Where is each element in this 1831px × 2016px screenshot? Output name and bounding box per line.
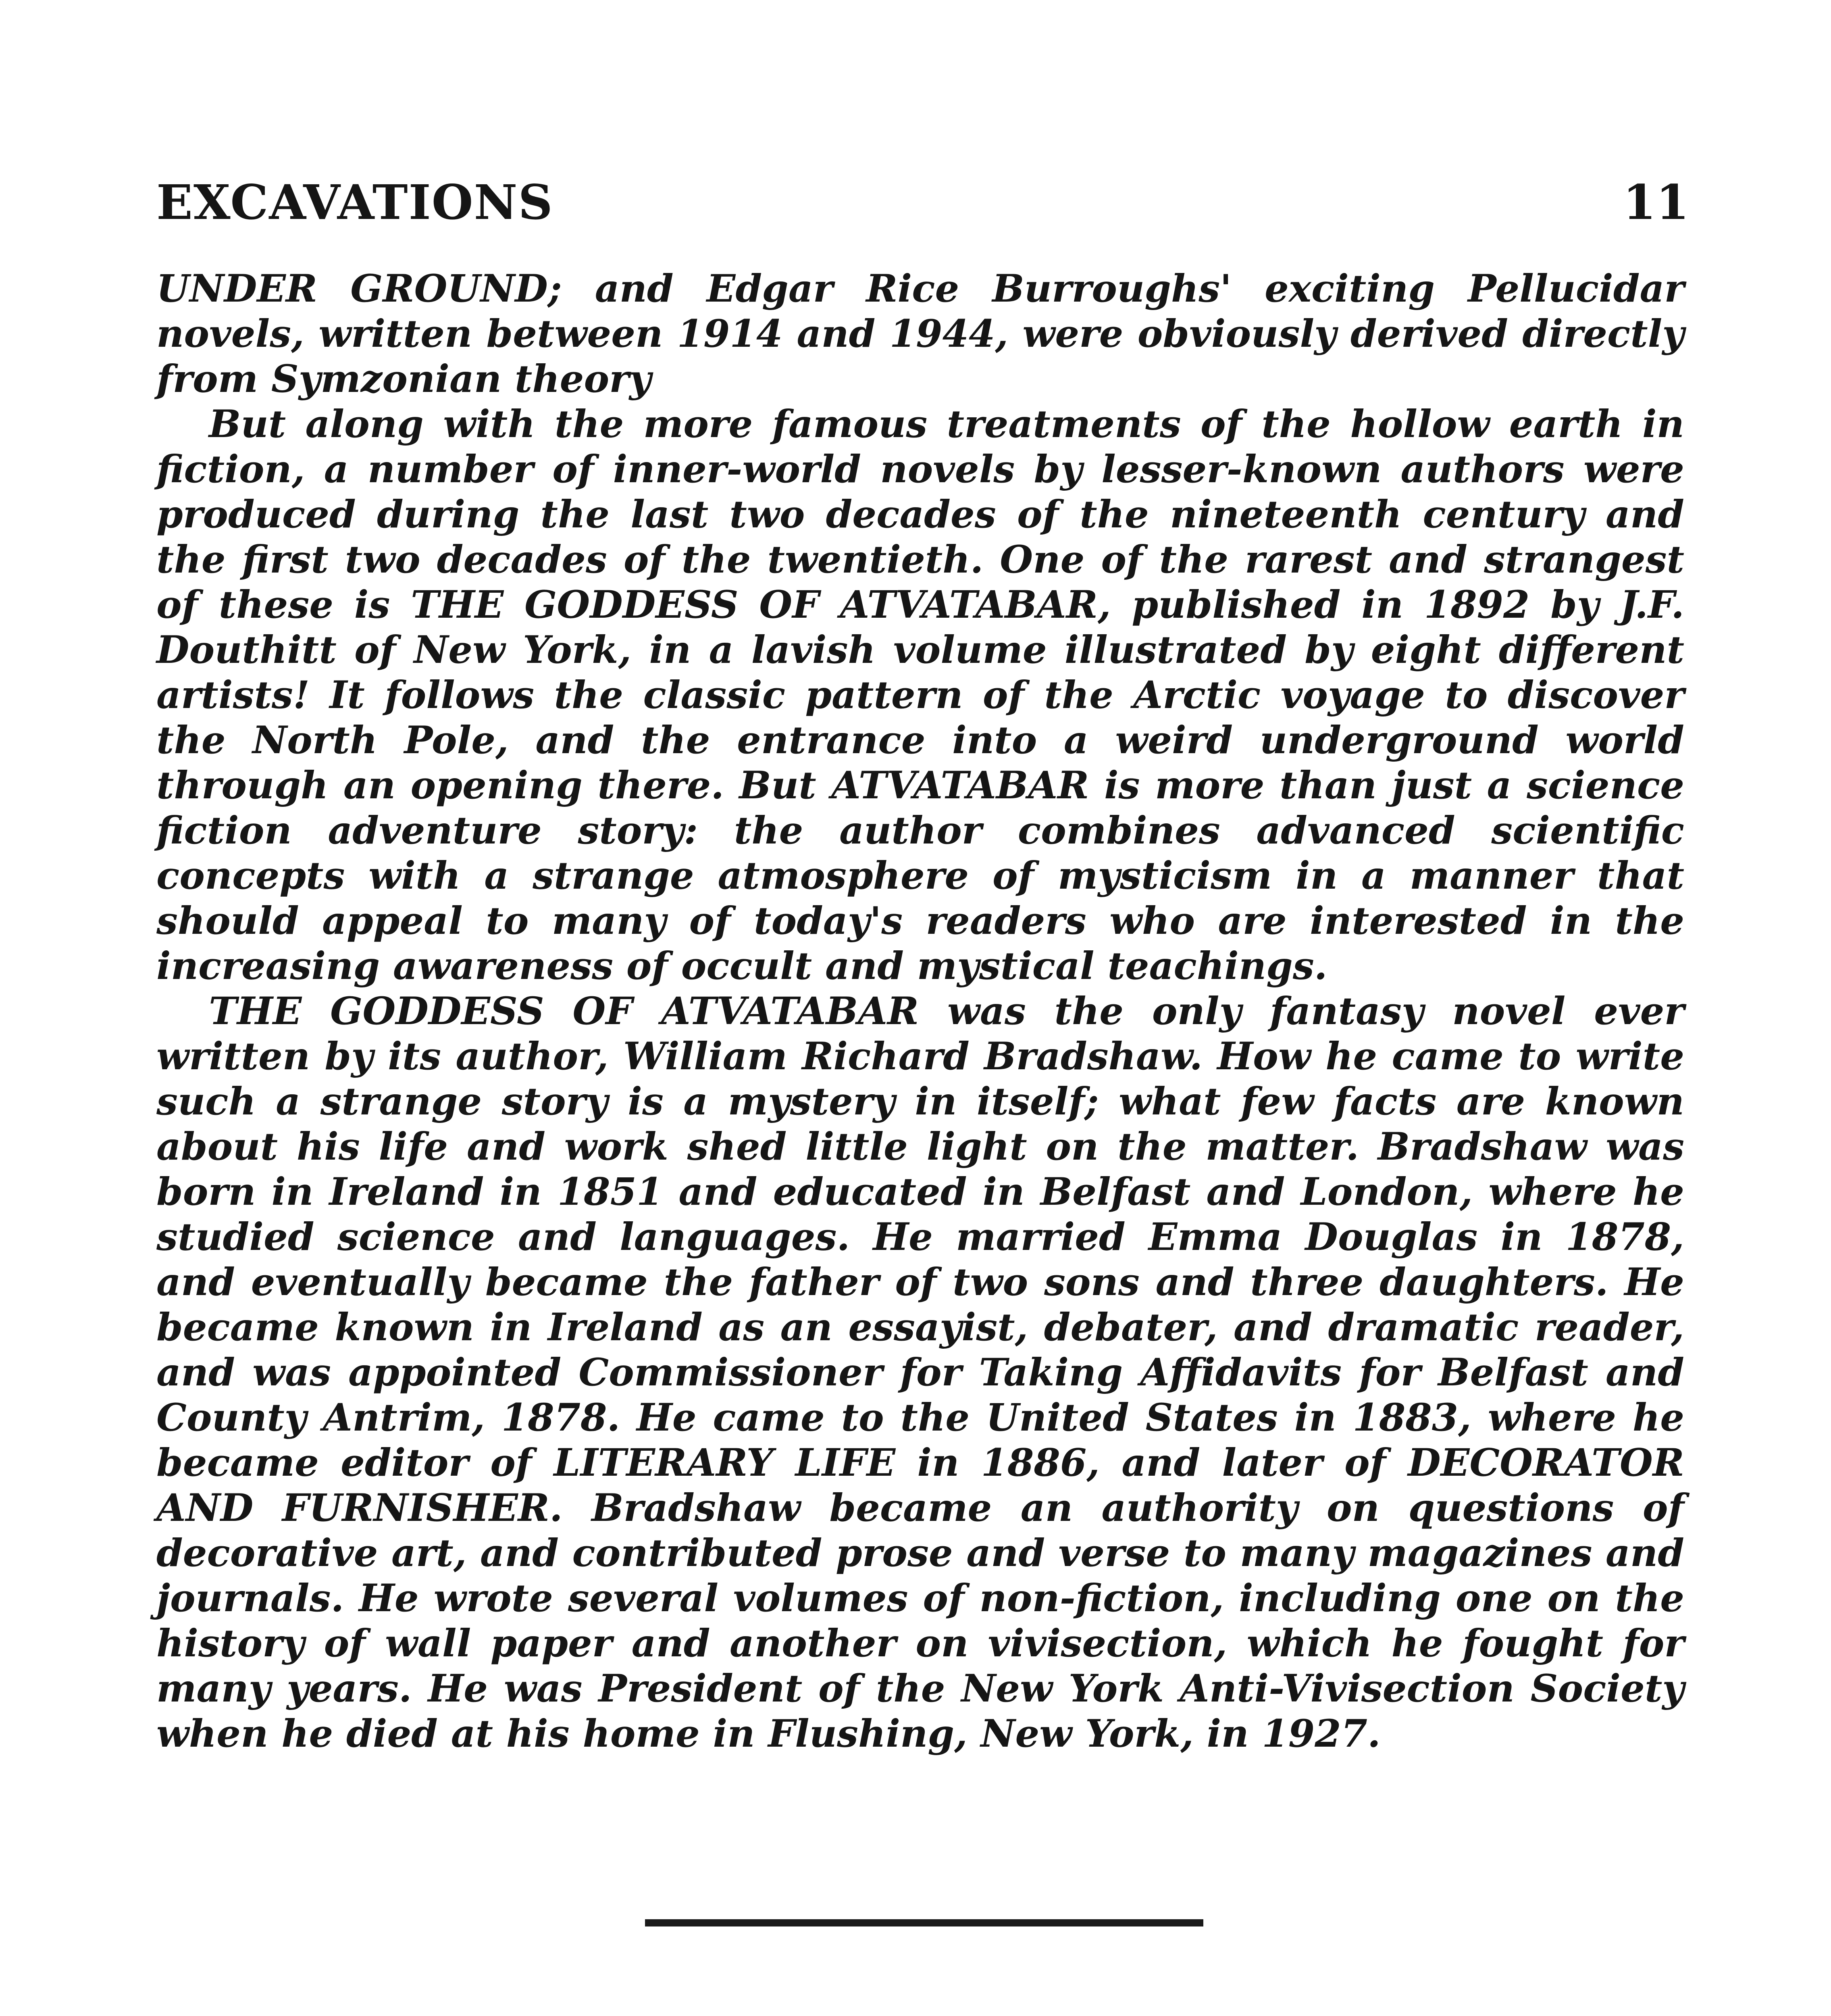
page-number: 11 — [1623, 174, 1689, 230]
body-text — [156, 266, 1684, 1756]
running-head: EXCAVATIONS — [156, 174, 553, 230]
section-divider — [645, 1919, 1203, 1926]
paragraph-continuation: UNDER GROUND; and Edgar Rice Burroughs' exciting Pellucidar novels, written between 1914 and 1944, were obviously derived directly from Symzonian theory — [156, 267, 1684, 401]
paragraph: THE GODDESS OF ATVATABAR was the only fantasy novel ever written by its author, William Richard Bradshaw. How he came to write such a strange story is a mystery in itself; what few facts are known about his life and work shed little light on the matter. Bradshaw was born in Ireland in 1851 and educated in Belfast and London, where he studied science and languages. He married Emma Douglas in 1878, and eventually became the father of two sons and three daughters. He became known in Ireland as an essayist, debater, and dramatic reader, and was appointed Commissioner for Taking Affidavits for Belfast and County Antrim, 1878. He came to the United States in 1883, where he became editor of LITERARY LIFE in 1886, and later of DECORATOR AND FURNISHER. Bradshaw became an authority on questions of decorative art, and contributed prose and verse to many magazines and journals. He wrote several volumes of non-fiction, including one on the history of wall paper and another on vivisection, which he fought for many years. He was President of the New York Anti-Vivisection Society when he died at his home in Flushing, New York, in 1927. — [156, 989, 1684, 1756]
paragraph: But along with the more famous treatments of the hollow earth in fiction, a number of inner-world novels by lesser-known authors were produced during the last two decades of the nineteenth century and the first two decades of the twentieth. One of the rarest and strangest of these is THE GODDESS OF ATVATABAR, published in 1892 by J.F. Douthitt of New York, in a lavish volume illustrated by eight different artists! It follows the classic pattern of the Arctic voyage to discover the North Pole, and the entrance into a weird underground world through an opening there. But ATVATABAR is more than just a science fiction adventure story: the author combines advanced scientific concepts with a strange atmosphere of mysticism in a manner that should appeal to many of today's readers who are interested in the increasing awareness of occult and mystical teachings. — [156, 402, 1684, 988]
